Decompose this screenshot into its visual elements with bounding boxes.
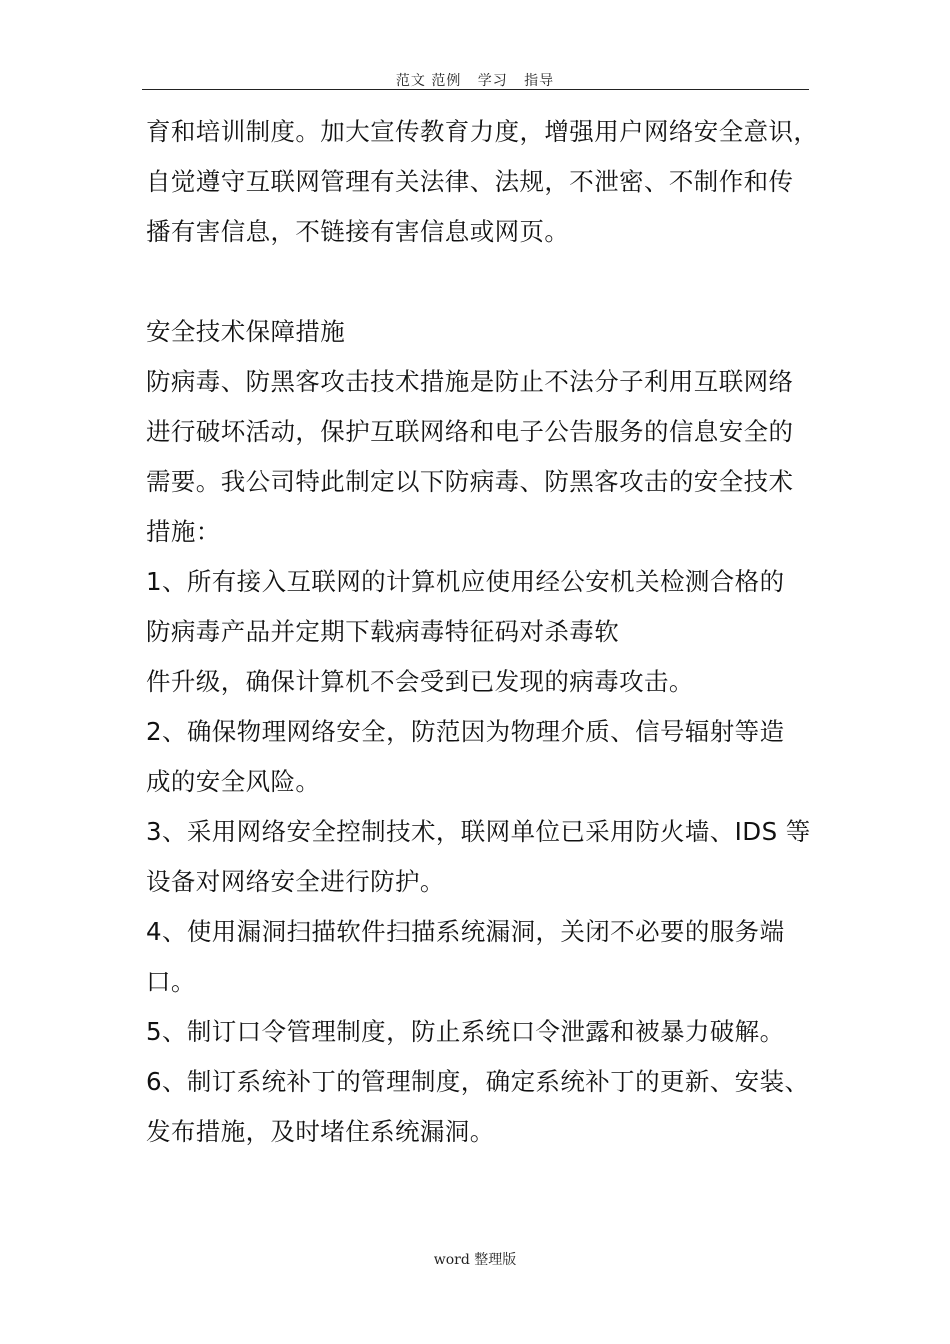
list-item-1-cont: 防病毒产品并定期下载病毒特征码对杀毒软 <box>146 617 620 646</box>
header-rule <box>142 89 809 90</box>
body-line: 自觉遵守互联网管理有关法律、法规，不泄密、不制作和传 <box>146 167 794 196</box>
list-item-2: 2、确保物理网络安全，防范因为物理介质、信号辐射等造 <box>146 717 785 746</box>
body-line: 需要。我公司特此制定以下防病毒、防黑客攻击的安全技术 <box>146 467 794 496</box>
body-line: 播有害信息，不链接有害信息或网页。 <box>146 217 570 246</box>
body-line: 育和培训制度。加大宣传教育力度，增强用户网络安全意识， <box>146 117 819 146</box>
list-item-4-cont: 口。 <box>146 967 196 996</box>
section-heading: 安全技术保障措施 <box>146 317 346 346</box>
list-item-3: 3、采用网络安全控制技术，联网单位已采用防火墙、IDS 等 <box>146 817 811 846</box>
list-item-1: 1、所有接入互联网的计算机应使用经公安机关检测合格的 <box>146 567 785 596</box>
list-item-3-cont: 设备对网络安全进行防护。 <box>146 867 445 896</box>
list-item-5: 5、制订口令管理制度，防止系统口令泄露和被暴力破解。 <box>146 1017 785 1046</box>
list-item-2-cont: 成的安全风险。 <box>146 767 321 796</box>
document-body <box>146 107 819 1157</box>
list-item-4: 4、使用漏洞扫描软件扫描系统漏洞，关闭不必要的服务端 <box>146 917 785 946</box>
page-footer: word 整理版 <box>433 1252 517 1268</box>
page-header: 范文 范例 学习 指导 <box>395 73 555 89</box>
list-item-6-cont: 发布措施，及时堵住系统漏洞。 <box>146 1117 495 1146</box>
paragraph-spacer <box>146 257 816 307</box>
list-item-1-cont: 件升级，确保计算机不会受到已发现的病毒攻击。 <box>146 667 694 696</box>
body-line: 防病毒、防黑客攻击技术措施是防止不法分子利用互联网络 <box>146 367 794 396</box>
body-line: 措施： <box>146 517 221 546</box>
body-line: 进行破坏活动，保护互联网络和电子公告服务的信息安全的 <box>146 417 794 446</box>
list-item-6: 6、制订系统补丁的管理制度，确定系统补丁的更新、安装、 <box>146 1067 810 1096</box>
